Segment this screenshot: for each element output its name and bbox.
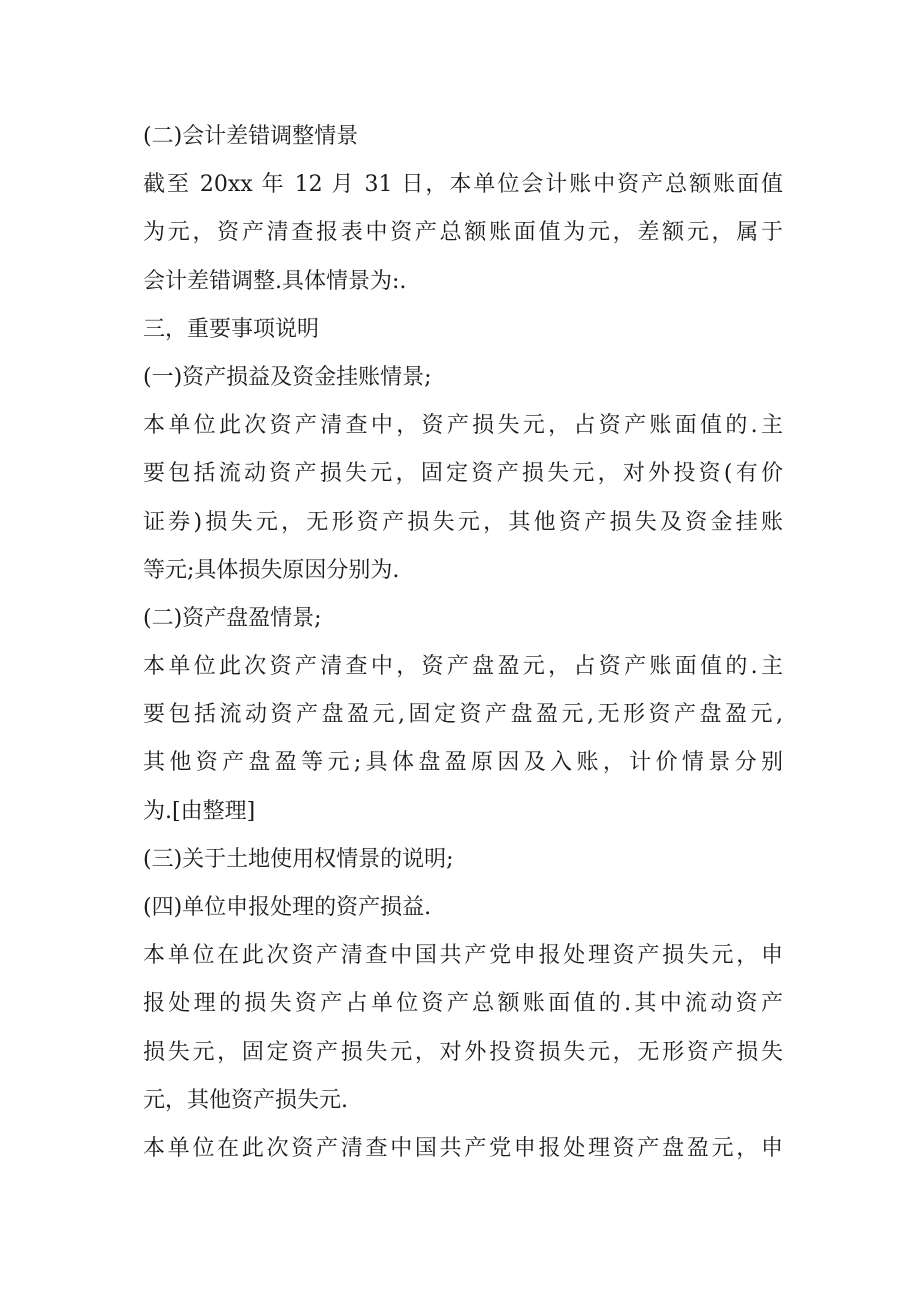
paragraph-line: 证券)损失元，无形资产损失元，其他资产损失及资金挂账: [143, 509, 783, 535]
paragraph-line: 元，其他资产损失元.: [143, 1087, 348, 1113]
subsection-heading-asset-losses: (一)资产损益及资金挂账情景;: [143, 364, 432, 390]
paragraph-line: 要包括流动资产盘盈元,固定资产盘盈元,无形资产盘盈元,: [143, 702, 783, 728]
section-heading-accounting-error: (二)会计差错调整情景: [143, 124, 359, 149]
document-body: [143, 113, 783, 1173]
paragraph-line: 其他资产盘盈等元;具体盘盈原因及入账，计价情景分别: [143, 750, 783, 776]
subsection-heading-asset-surplus: (二)资产盘盈情景;: [143, 605, 322, 631]
subsection-heading-declared-assets: (四)单位申报处理的资产损益.: [143, 895, 432, 920]
paragraph-line: 报处理的损失资产占单位资产总额账面值的.其中流动资产: [143, 991, 783, 1017]
paragraph-line: 本单位此次资产清查中，资产盘盈元，占资产账面值的.主: [143, 654, 783, 680]
paragraph-line: 为.[由整理]: [143, 798, 256, 824]
paragraph-line: 为元，资产清查报表中资产总额账面值为元，差额元，属于: [143, 220, 783, 246]
paragraph-line: 等元;具体损失原因分别为.: [143, 557, 400, 583]
paragraph-line: 截至 20xx 年 12 月 31 日，本单位会计账中资产总额账面值: [143, 172, 783, 198]
section-heading-important-matters: 三，重要事项说明: [143, 316, 320, 342]
subsection-heading-land-use-rights: (三)关于土地使用权情景的说明;: [143, 846, 454, 872]
paragraph-line: 本单位在此次资产清查中国共产党申报处理资产盘盈元，申: [143, 1135, 783, 1161]
paragraph-line: 本单位此次资产清查中，资产损失元，占资产账面值的.主: [143, 413, 783, 439]
paragraph-line: 损失元，固定资产损失元，对外投资损失元，无形资产损失: [143, 1039, 783, 1065]
paragraph-line: 会计差错调整.具体情景为:.: [143, 268, 407, 294]
paragraph-line: 本单位在此次资产清查中国共产党申报处理资产损失元，申: [143, 943, 783, 969]
paragraph-line: 要包括流动资产损失元，固定资产损失元，对外投资(有价: [143, 461, 783, 487]
